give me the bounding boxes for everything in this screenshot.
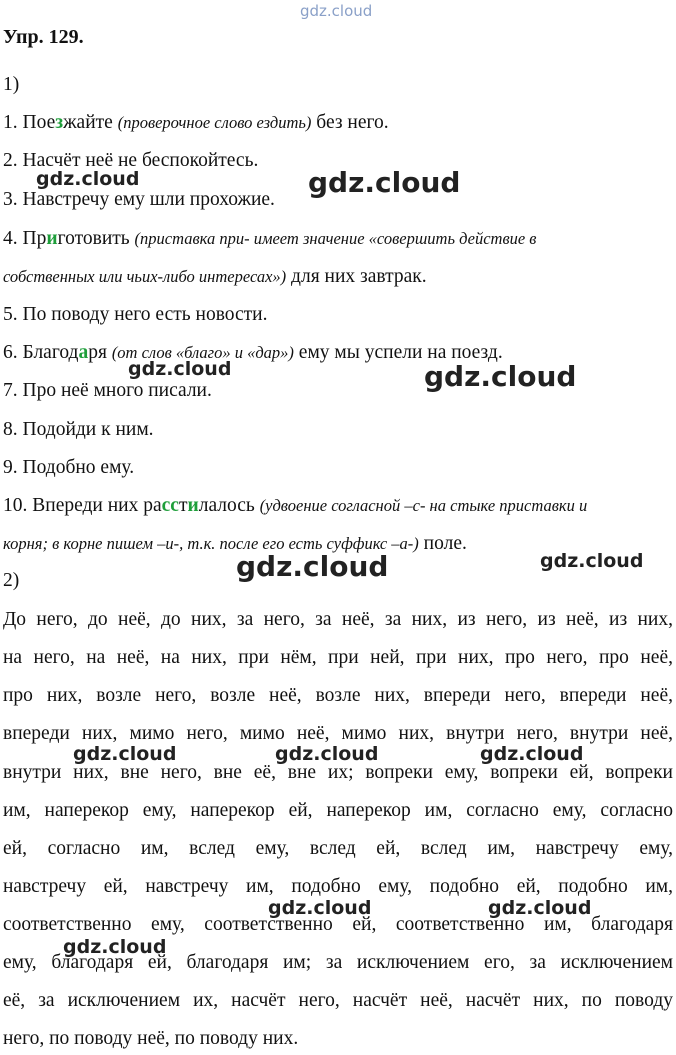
watermark: gdz.cloud bbox=[480, 743, 584, 765]
item-6: 6. Благодаря (от слов «благо» и «дар») ему мы успели на поезд. bbox=[3, 342, 503, 363]
part2-line: им, наперекор ему, наперекор ей, наперекор им, согласно ему, согласно bbox=[3, 800, 673, 821]
watermark: gdz.cloud bbox=[236, 550, 389, 583]
note: (приставка при- имеет значение «совершить действие в bbox=[134, 229, 537, 248]
watermark: gdz.cloud bbox=[308, 166, 461, 199]
item-1: 1. Поезжайте (проверочное слово ездить) без него. bbox=[3, 112, 389, 133]
item-5: 5. По поводу него есть новости. bbox=[3, 304, 268, 325]
part2-line: на него, на неё, на них, при нём, при ней, при них, про него, про неё, bbox=[3, 647, 673, 668]
part2-line: До него, до неё, до них, за него, за неё, за них, из него, из неё, из них, bbox=[3, 609, 673, 630]
exercise-title: Упр. 129. bbox=[3, 26, 84, 48]
part2-line: её, за исключением их, насчёт него, насчёт неё, насчёт них, по поводу bbox=[3, 990, 673, 1011]
watermark: gdz.cloud bbox=[73, 743, 177, 765]
part2-line: соответственно ему, соответственно ей, соответственно им, благодаря bbox=[3, 914, 673, 935]
watermark: gdz.cloud bbox=[128, 358, 232, 380]
part2-label: 2) bbox=[3, 570, 20, 591]
item-4: 4. Приготовить (приставка при- имеет значение «совершить действие в bbox=[3, 228, 537, 249]
item-9: 9. Подобно ему. bbox=[3, 457, 135, 478]
watermark: gdz.cloud bbox=[540, 550, 644, 572]
part2-line: про них, возле него, возле неё, возле них, впереди него, впереди неё, bbox=[3, 685, 673, 706]
highlight-letter: и bbox=[46, 228, 58, 249]
watermark: gdz.cloud bbox=[424, 360, 577, 393]
note: собственных или чьих-либо интересах») bbox=[3, 267, 287, 286]
watermark-top: gdz.cloud bbox=[300, 2, 373, 20]
part2-line: ему, благодаря ей, благодаря им; за исключением его, за исключением bbox=[3, 952, 673, 973]
item-3: 3. Навстречу ему шли прохожие. bbox=[3, 189, 275, 210]
watermark: gdz.cloud bbox=[275, 743, 379, 765]
part2-line: внутри них, вне него, вне её, вне их; вопреки ему, вопреки ей, вопреки bbox=[3, 762, 673, 783]
watermark: gdz.cloud bbox=[488, 897, 592, 919]
note: (проверочное слово ездить) bbox=[117, 113, 312, 132]
item-7: 7. Про неё много писали. bbox=[3, 380, 212, 401]
note: (от слов «благо» и «дар») bbox=[111, 343, 294, 362]
highlight-letter: и bbox=[187, 495, 199, 516]
highlight-letter: сс bbox=[161, 495, 179, 516]
watermark: gdz.cloud bbox=[63, 936, 167, 958]
highlight-letter: а bbox=[78, 342, 89, 363]
part2-line: навстречу ей, навстречу им, подобно ему, подобно ей, подобно им, bbox=[3, 876, 673, 897]
part2-line: него, по поводу неё, по поводу них. bbox=[3, 1028, 299, 1049]
item-2: 2. Насчёт неё не беспокойтесь. bbox=[3, 150, 259, 171]
watermark: gdz.cloud bbox=[268, 897, 372, 919]
note: (удвоение согласной –с- на стыке приставки и bbox=[259, 496, 588, 515]
item-4-cont: собственных или чьих-либо интересах») для них завтрак. bbox=[3, 266, 427, 287]
highlight-letter: з bbox=[55, 112, 64, 133]
part1-label: 1) bbox=[3, 74, 20, 95]
part2-line: ей, согласно им, вслед ему, вслед ей, вслед им, навстречу ему, bbox=[3, 838, 673, 859]
part2-line: впереди них, мимо него, мимо неё, мимо них, внутри него, внутри неё, bbox=[3, 723, 673, 744]
item-8: 8. Подойди к ним. bbox=[3, 419, 154, 440]
item-10: 10. Впереди них расстилалось (удвоение согласной –с- на стыке приставки и bbox=[3, 495, 588, 516]
note: корня; в корне пишем –и-, т.к. после его есть суффикс –а-) bbox=[3, 534, 419, 553]
item-10-cont: корня; в корне пишем –и-, т.к. после его есть суффикс –а-) поле. bbox=[3, 533, 467, 554]
watermark: gdz.cloud bbox=[36, 168, 140, 190]
